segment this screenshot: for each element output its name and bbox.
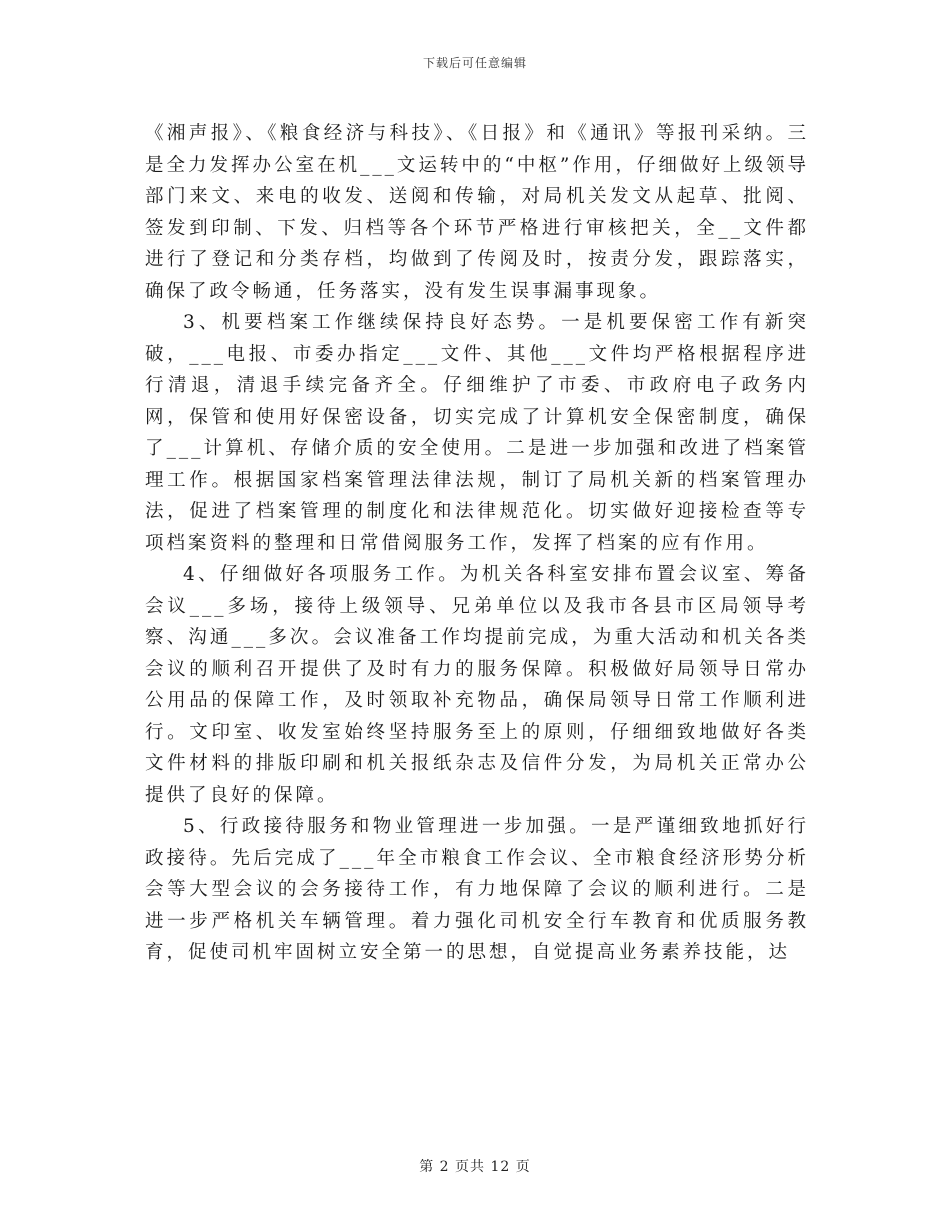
paragraph-2: 3、机要档案工作继续保持良好态势。一是机要保密工作有新突破，___电报、市委办指定___文件、其他___文件均严格根据程序进行清退，清退手续完备齐全。仔细维护了市委、市政府电子政务内网，保管和使用好保密设备，切实完成了计算机安全保密制度，确保了___计算机、存储介质的安全使用。二是进一步加强和改进了档案管理工作。根据国家档案管理法律法规，制订了局机关新的档案管理办法，促进了档案管理的制度化和法律规范化。切实做好迎接检查等专项档案资料的整理和日常借阅服务工作，发挥了档案的应有作用。 <box>145 312 809 554</box>
page-number: 第 2 页共 12 页 <box>419 1159 531 1175</box>
paragraph-1: 《湘声报》、《粮食经济与科技》、《日报》和《通讯》等报刊采纳。三是全力发挥办公室在机___文运转中的“中枢”作用，仔细做好上级领导部门来文、来电的收发、送阅和传输，对局机关发文从起草、批阅、签发到印制、下发、归档等各个环节严格进行审核把关，全__文件都进行了登记和分类存档，均做到了传阅及时，按责分发，跟踪落实，确保了政令畅通，任务落实，没有发生误事漏事现象。 <box>145 123 809 302</box>
paragraph-4: 5、行政接待服务和物业管理进一步加强。一是严谨细致地抓好行政接待。先后完成了___年全市粮食工作会议、全市粮食经济形势分析会等大型会议的会务接待工作，有力地保障了会议的顺利进行。二是进一步严格机关车辆管理。着力强化司机安全行车教育和优质服务教育，促使司机牢固树立安全第一的思想，自觉提高业务素养技能，达 <box>145 816 809 963</box>
paragraph-3: 4、仔细做好各项服务工作。为机关各科室安排布置会议室、筹备会议___多场，接待上级领导、兄弟单位以及我市各县市区局领导考察、沟通___多次。会议准备工作均提前完成，为重大活动和机关各类会议的顺利召开提供了及时有力的服务保障。积极做好局领导日常办公用品的保障工作，及时领取补充物品，确保局领导日常工作顺利进行。文印室、收发室始终坚持服务至上的原则，仔细细致地做好各类文件材料的排版印刷和机关报纸杂志及信件分发，为局机关正常办公提供了良好的保障。 <box>145 564 809 806</box>
document-body <box>145 118 809 969</box>
page-header: 下载后可任意编辑 <box>422 56 527 70</box>
